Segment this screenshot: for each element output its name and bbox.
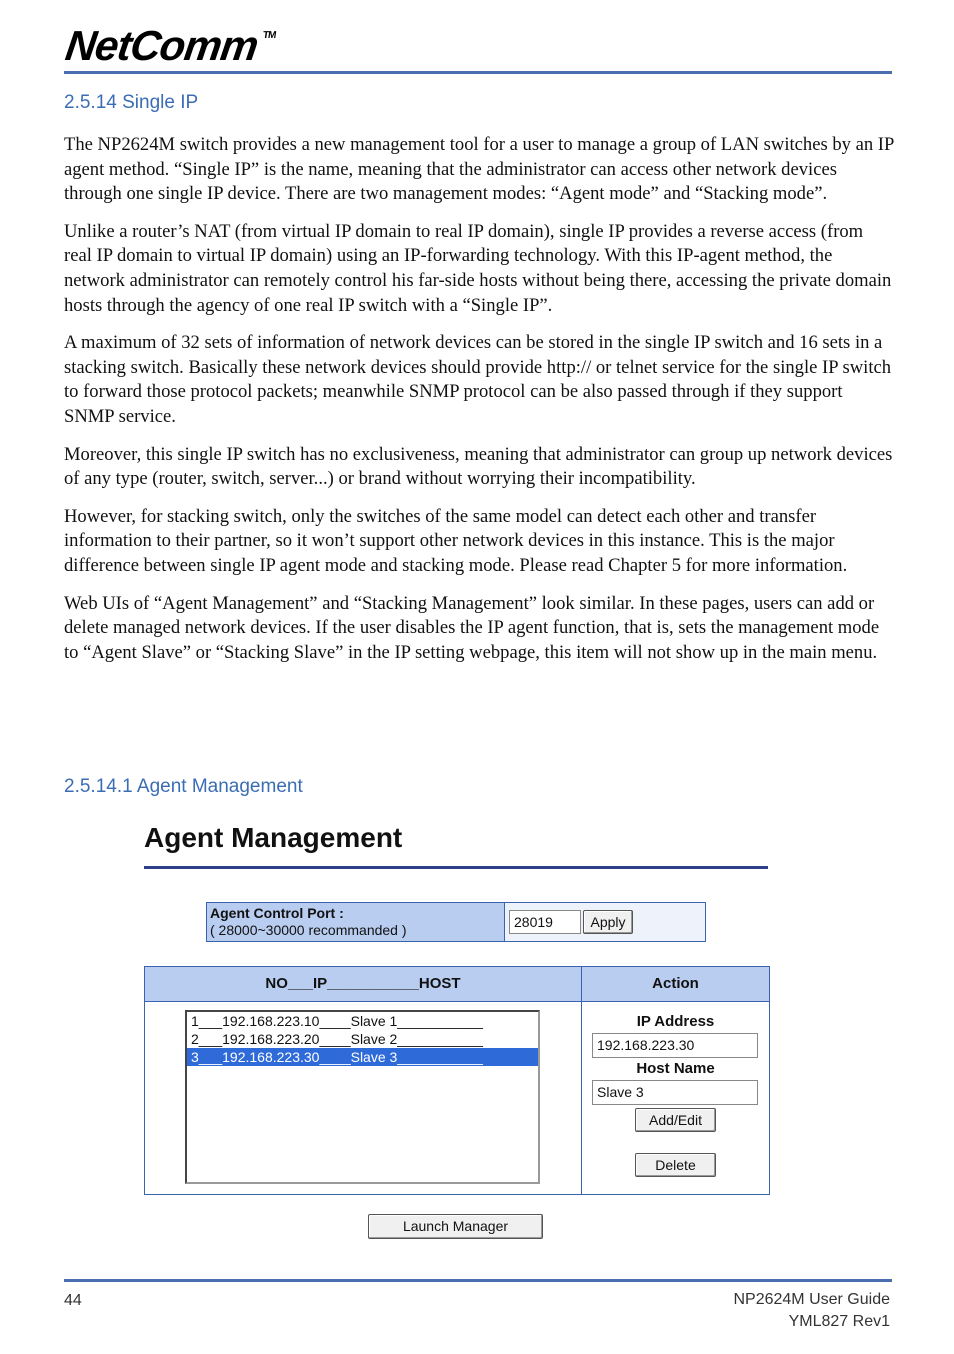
- device-listbox[interactable]: [185, 1010, 540, 1184]
- agent-title-rule: [144, 866, 768, 869]
- agent-management-title: Agent Management: [144, 822, 403, 853]
- page-number: 44: [64, 1292, 82, 1309]
- control-port-input[interactable]: 28019: [509, 910, 581, 934]
- apply-button[interactable]: Apply: [583, 910, 633, 934]
- section-title: 2.5.14 Single IP: [64, 92, 199, 113]
- paragraph: Unlike a router’s NAT (from virtual IP domain to real IP domain), single IP provides a reverse access (from real IP domain to virtual IP domain) using an IP-forwarding technology. With this IP-agent method, the network administrator can remotely control his far-side hosts without being there, accessing the private domain hosts through the agency of one real IP switch with a “Single IP”.: [64, 220, 892, 316]
- footer-guide-title: NP2624M User Guide: [733, 1291, 890, 1308]
- control-port-hint: ( 28000~30000 recommanded ): [210, 922, 407, 938]
- header-rule: [64, 71, 892, 74]
- table-header-action: Action: [582, 967, 769, 1002]
- list-item[interactable]: 1___192.168.223.10____Slave 1___________: [191, 1013, 483, 1029]
- host-name-label: Host Name: [636, 1060, 715, 1077]
- paragraph: Moreover, this single IP switch has no exclusiveness, meaning that administrator can group up network devices of any type (router, switch, server...) or brand without worrying their incompatibility.: [64, 443, 893, 490]
- host-name-input[interactable]: Slave 3: [592, 1080, 758, 1105]
- trademark-mark: TM: [262, 30, 277, 41]
- ip-address-input[interactable]: 192.168.223.30: [592, 1033, 758, 1058]
- footer-revision: YML827 Rev1: [788, 1313, 890, 1330]
- ip-address-label: IP Address: [636, 1013, 715, 1030]
- table-header-devices: NO___IP___________HOST: [145, 967, 582, 1002]
- footer-rule: [64, 1279, 892, 1282]
- control-port-label: Agent Control Port :: [210, 905, 344, 921]
- netcomm-logo: NetComm™: [62, 22, 277, 69]
- list-item-selected[interactable]: 3___192.168.223.30____Slave 3___________: [187, 1048, 538, 1066]
- footer-doc-info: [733, 1289, 890, 1333]
- subsection-title: 2.5.14.1 Agent Management: [64, 776, 303, 797]
- add-edit-button[interactable]: Add/Edit: [635, 1108, 716, 1132]
- paragraph: Web UIs of “Agent Management” and “Stacking Management” look similar. In these pages, users can add or delete managed network devices. If the user disables the IP agent function, that is, sets the management mode to “Agent Slave” or “Stacking Slave” in the IP setting webpage, this item will not show up in the main menu.: [64, 592, 880, 663]
- paragraph: A maximum of 32 sets of information of network devices can be stored in the single IP switch and 16 sets in a stacking switch. Basically these network devices should provide http:// or telnet service for the single IP switch to forward those protocol packets; meanwhile SNMP protocol can be also passed through if they support SNMP service.: [64, 332, 892, 427]
- control-port-label-cell: [207, 903, 505, 941]
- list-item[interactable]: 2___192.168.223.20____Slave 2___________: [191, 1031, 483, 1047]
- paragraph: However, for stacking switch, only the switches of the same model can detect each other and transfer information to their partner, so it won’t support other network devices in this instance. This is the major difference between single IP agent mode and stacking mode. Please read Chapter 5 for more information.: [64, 505, 848, 576]
- delete-button[interactable]: Delete: [635, 1153, 716, 1177]
- launch-manager-button[interactable]: Launch Manager: [368, 1214, 543, 1239]
- body-text: [64, 133, 894, 678]
- agent-table: [144, 966, 770, 1195]
- paragraph: The NP2624M switch provides a new management tool for a user to manage a group of LAN switches by an IP agent method. “Single IP” is the name, meaning that the administrator can access other network devices through one single IP device. There are two management modes: “Agent mode” and “Stacking mode”.: [64, 134, 894, 205]
- control-port-panel: [206, 902, 706, 942]
